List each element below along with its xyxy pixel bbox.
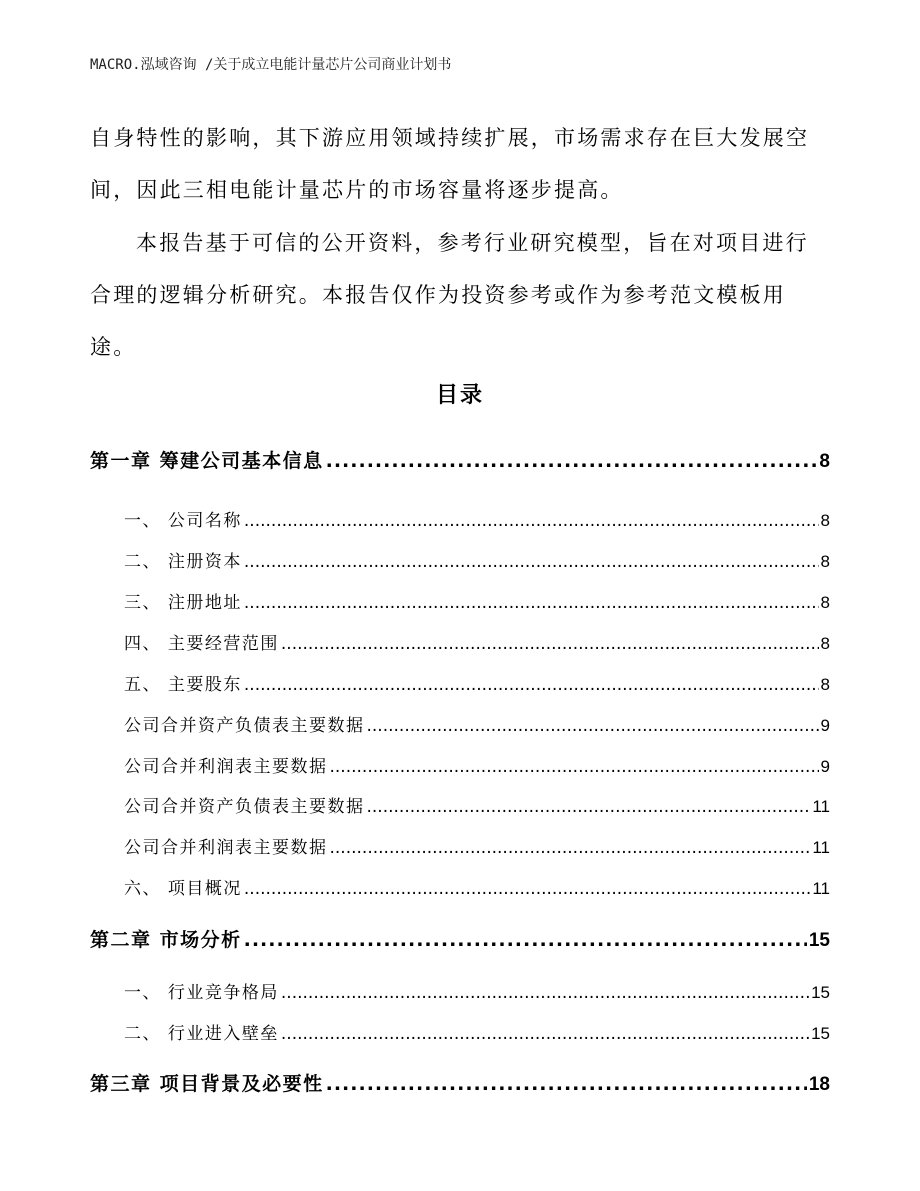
dot-leader	[367, 797, 811, 817]
page-header: MACRO.泓域咨询 /关于成立电能计量芯片公司商业计划书	[90, 57, 452, 73]
toc-page-number: 15	[808, 930, 830, 951]
toc-section-entry[interactable]	[124, 1019, 830, 1044]
toc-chapter-entry[interactable]	[90, 1069, 830, 1096]
toc-entry-label: 公司合并资产负债表主要数据	[124, 797, 365, 817]
dot-leader	[330, 838, 811, 858]
dot-leader	[367, 716, 819, 736]
dot-leader	[281, 634, 819, 654]
toc-page-number: 8	[819, 451, 830, 472]
toc-page-number: 11	[812, 879, 830, 898]
toc-section-entry[interactable]	[124, 874, 830, 899]
toc-chapter-entry[interactable]	[90, 446, 830, 473]
body-paragraph: 本报告基于可信的公开资料，参考行业研究模型，旨在对项目进行合理的逻辑分析研究。本报告仅作为投资参考或作为参考范文模板用途。	[90, 231, 809, 359]
toc-section-entry[interactable]	[124, 547, 830, 572]
dot-leader	[244, 552, 819, 572]
toc-section-entry[interactable]	[124, 711, 830, 736]
dot-leader	[281, 983, 809, 1003]
dot-leader	[326, 450, 818, 472]
toc-section-entry[interactable]	[124, 629, 830, 654]
toc-entry-label: 第二章 市场分析	[90, 929, 242, 951]
dot-leader	[326, 1073, 807, 1095]
toc-entry-label: 第三章 项目背景及必要性	[90, 1073, 324, 1095]
toc-page-number: 8	[820, 593, 830, 612]
dot-leader	[244, 929, 807, 951]
toc-entry-label: 第一章 筹建公司基本信息	[90, 450, 324, 472]
toc-entry-label: 公司合并资产负债表主要数据	[124, 716, 365, 736]
toc-page-number: 15	[811, 1024, 830, 1043]
toc-page-number: 8	[820, 634, 830, 653]
toc-entry-label: 四、 主要经营范围	[124, 634, 279, 654]
toc-page-number: 8	[820, 675, 830, 694]
toc-section-entry[interactable]	[124, 792, 830, 817]
dot-leader	[281, 1024, 809, 1044]
toc-page-number: 11	[812, 838, 830, 857]
toc-section-entry[interactable]	[124, 978, 830, 1003]
toc-section-entry[interactable]	[124, 833, 830, 858]
dot-leader	[330, 757, 819, 777]
toc-section-entry[interactable]	[124, 506, 830, 531]
toc-page-number: 18	[808, 1074, 830, 1095]
toc-section-entry[interactable]	[124, 670, 830, 695]
dot-leader	[244, 593, 819, 613]
body-paragraph: 自身特性的影响，其下游应用领域持续扩展，市场需求存在巨大发展空间，因此三相电能计量芯片的市场容量将逐步提高。	[90, 126, 810, 202]
toc-section-entry[interactable]	[124, 588, 830, 613]
toc-page-number: 8	[820, 552, 830, 571]
toc-page-number: 9	[820, 757, 830, 776]
toc-entry-label: 一、 行业竞争格局	[124, 983, 279, 1003]
toc-entry-label: 六、 项目概况	[124, 879, 242, 899]
toc-entry-label: 一、 公司名称	[124, 511, 242, 531]
dot-leader	[244, 511, 819, 531]
toc-chapter-entry[interactable]	[90, 925, 830, 952]
dot-leader	[244, 879, 810, 899]
toc-page-number: 8	[820, 511, 830, 530]
toc-entry-label: 二、 注册资本	[124, 552, 242, 572]
toc-entry-label: 三、 注册地址	[124, 593, 242, 613]
toc-entry-label: 公司合并利润表主要数据	[124, 838, 328, 858]
dot-leader	[244, 675, 819, 695]
toc-page-number: 11	[812, 797, 830, 816]
toc-title: 目录	[435, 383, 484, 408]
toc-section-entry[interactable]	[124, 752, 830, 777]
toc-entry-label: 五、 主要股东	[124, 675, 242, 695]
toc-page-number: 15	[811, 983, 830, 1002]
toc-entry-label: 公司合并利润表主要数据	[124, 757, 328, 777]
toc-entry-label: 二、 行业进入壁垒	[124, 1024, 279, 1044]
toc-page-number: 9	[820, 716, 830, 735]
